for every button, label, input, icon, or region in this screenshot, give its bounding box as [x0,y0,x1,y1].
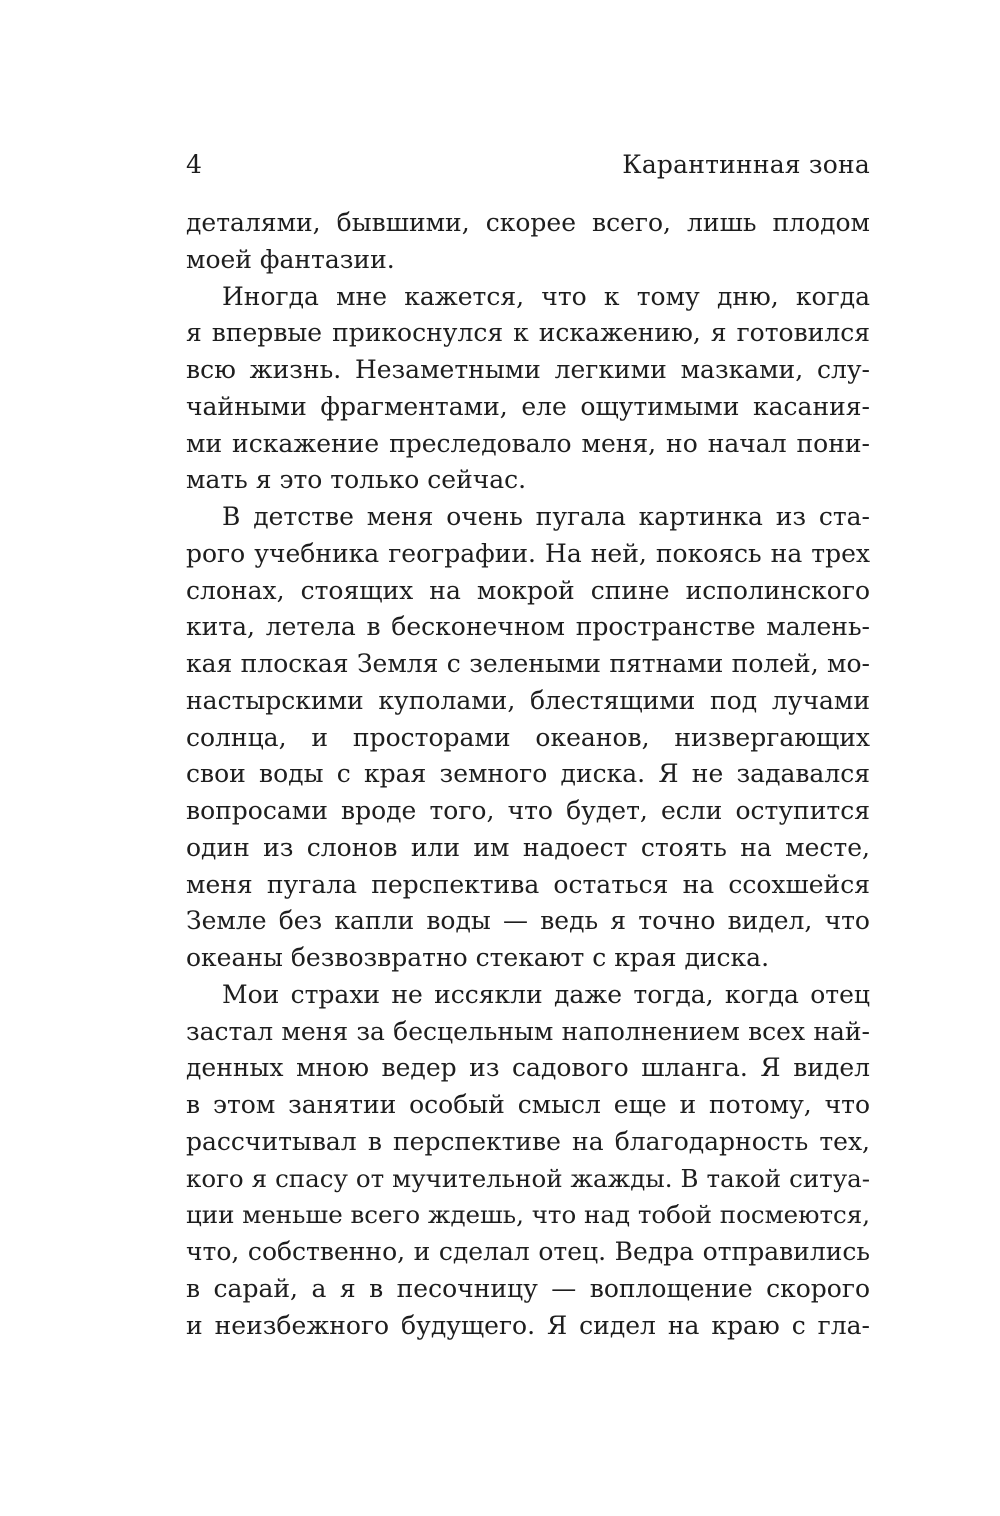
text-line: океаны безвозвратно стекают с края диска. [186,943,770,972]
text-line: и неизбежного будущего. Я сидел на краю с гла- [186,1310,870,1340]
text-line: Земле без капли воды — ведь я точно видел, что [186,906,870,936]
text-line: вопросами вроде того, что будет, если оступится [186,796,870,825]
text-line: в сарай, а я в песочницу — воплощение скорого [186,1273,870,1303]
text-line: один из слонов или им надоест стоять на месте, [186,832,870,862]
text-line: слонах, стоящих на мокрой спине исполинского [186,575,870,605]
text-line: застал меня за бесцельным наполнением всех най- [186,1016,870,1046]
text-line: я впервые прикоснулся к искажению, я готовился [186,318,870,348]
text-line: рого учебника географии. На ней, покоясь на трех [186,538,870,568]
text-line: мать я это только сейчас. [186,465,527,495]
text-line: денных мною ведер из садового шланга. Я видел [186,1053,870,1083]
text-line: в этом занятии особый смысл еще и потому, что [186,1090,870,1119]
text-line: свои воды с края земного диска. Я не задавался [186,759,870,789]
page-number: 4 [186,150,203,179]
text-line: кая плоская Земля с зелеными пятнами полей, мо- [186,649,870,678]
page-header [186,150,870,190]
body-text [186,205,870,1344]
text-line: В детстве меня очень пугала картинка из ста- [222,502,870,531]
text-line: Иногда мне кажется, что к тому дню, когда [222,281,870,311]
text-line: кита, летела в бесконечном пространстве малень- [186,612,870,642]
text-line: деталями, бывшими, скорее всего, лишь плодом [186,208,870,237]
text-line: ми искажение преследовало меня, но начал пони- [186,428,870,458]
text-line: всю жизнь. Незаметными легкими мазками, слу- [186,355,870,384]
text-line: ции меньше всего ждешь, что над тобой посмеются, [186,1200,870,1230]
text-line: солнца, и просторами океанов, низвергающих [186,722,870,752]
text-line: настырскими куполами, блестящими под лучами [186,685,870,715]
text-line: чайными фрагментами, еле ощутимыми касания- [186,391,870,421]
text-line: меня пугала перспектива остаться на ссохшейся [186,869,870,899]
text-line: рассчитывал в перспективе на благодарность тех, [186,1126,870,1156]
text-line: кого я спасу от мучительной жажды. В такой ситуа- [186,1163,870,1193]
text-line: что, собственно, и сделал отец. Ведра отправились [186,1237,870,1266]
text-line: моей фантазии. [186,244,395,274]
running-title: Карантинная зона [622,150,870,179]
text-line: Мои страхи не иссякли даже тогда, когда отец [222,979,870,1009]
